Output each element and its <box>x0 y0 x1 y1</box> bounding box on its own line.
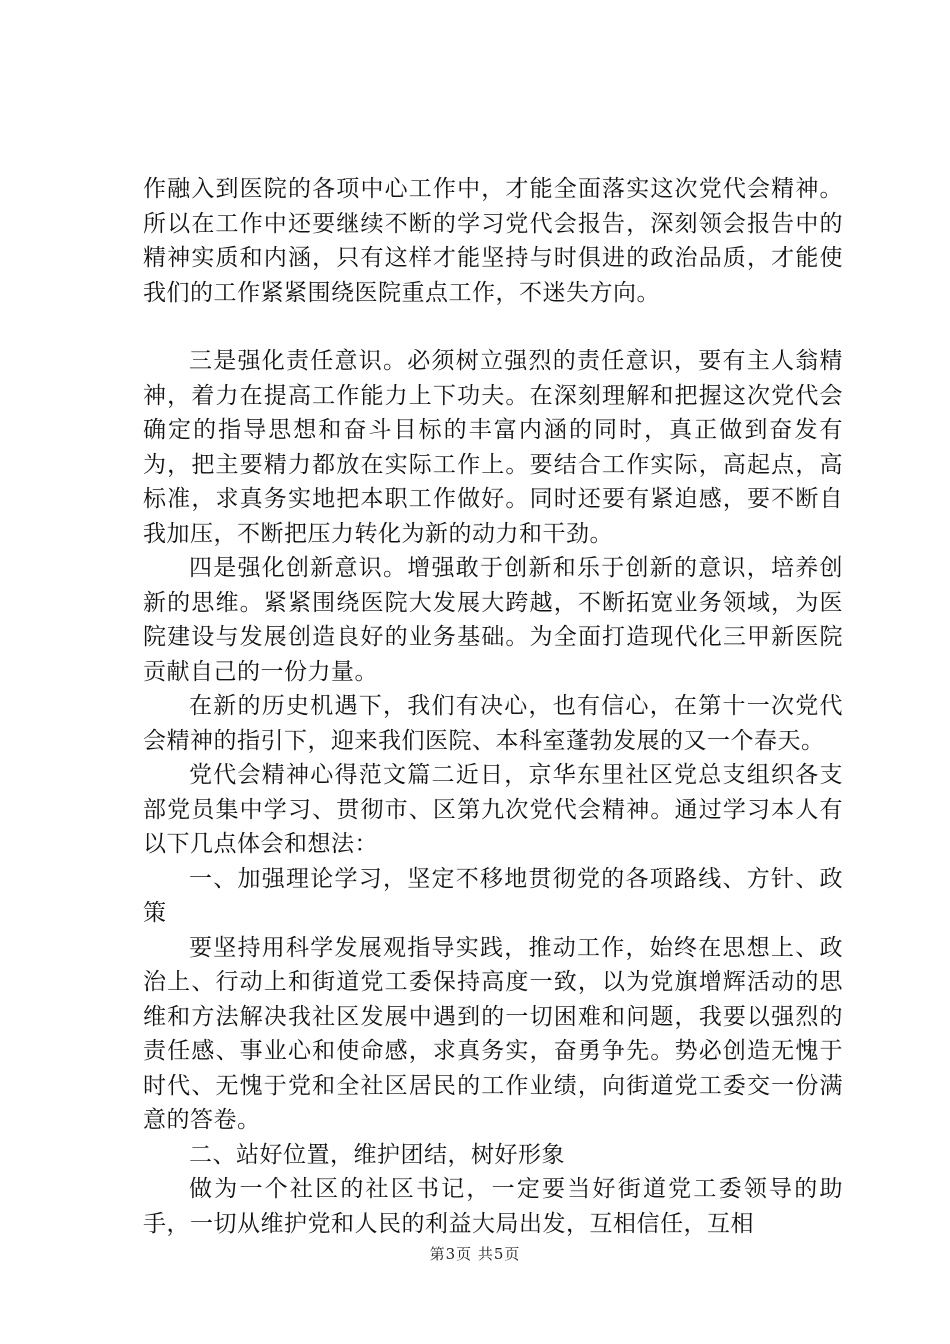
paragraph-responsibility: 三是强化责任意识。必须树立强烈的责任意识，要有主人翁精神，着力在提高工作能力上下功夫。在深刻理解和把握这次党代会确定的指导思想和奋斗目标的丰富内涵的同时，真正做到奋发有为，把主要精力都放在实际工作上。要结合工作实际，高起点，高标准，求真务实地把本职工作做好。同时还要有紧迫感，要不断自我加压，不断把压力转化为新的动力和干劲。 <box>143 348 843 547</box>
paragraph-heading-two: 二、站好位置，维护团结，树好形象 <box>189 1141 565 1168</box>
paragraph-community-secretary: 做为一个社区的社区书记，一定要当好街道党工委领导的助手，一切从维护党和人民的利益大局出发，互相信任，互相 <box>143 1176 843 1237</box>
paragraph-continuation: 作融入到医院的各项中心工作中，才能全面落实这次党代会精神。所以在工作中还要继续不断的学习党代会报告，深刻领会报告中的精神实质和内涵，只有这样才能坚持与时俱进的政治品质，才能使我们的工作紧紧围绕医院重点工作，不迷失方向。 <box>143 176 843 306</box>
paragraph-gap <box>143 310 843 344</box>
paragraph-heading-one: 一、加强理论学习，坚定不移地贯彻党的各项路线、方针、政策 <box>143 865 843 926</box>
paragraph-scientific-development: 要坚持用科学发展观指导实践，推动工作，始终在思想上、政治上、行动上和街道党工委保持高度一致，以为党旗增辉活动的思维和方法解决我社区发展中遇到的一切困难和问题，我要以强烈的责任感、事业心和使命感，求真务实，奋勇争先。势必创造无愧于时代、无愧于党和全社区居民的工作业绩，向街道党工委交一份满意的答卷。 <box>143 934 843 1133</box>
paragraph-innovation: 四是强化创新意识。增强敢于创新和乐于创新的意识，培养创新的思维。紧紧围绕医院大发展大跨越，不断拓宽业务领域，为医院建设与发展创造良好的业务基础。为全面打造现代化三甲新医院贡献自己的一份力量。 <box>143 555 843 685</box>
paragraph-article-two-intro: 党代会精神心得范文篇二近日，京华东里社区党总支组织各支部党员集中学习、贯彻市、区第九次党代会精神。通过学习本人有以下几点体会和想法： <box>143 762 843 857</box>
body-text <box>143 172 843 1241</box>
page-footer: 第3页 共5页 <box>429 1245 521 1263</box>
paragraph-new-opportunity: 在新的历史机遇下，我们有决心，也有信心，在第十一次党代会精神的指引下，迎来我们医院、本科室蓬勃发展的又一个春天。 <box>143 693 843 754</box>
